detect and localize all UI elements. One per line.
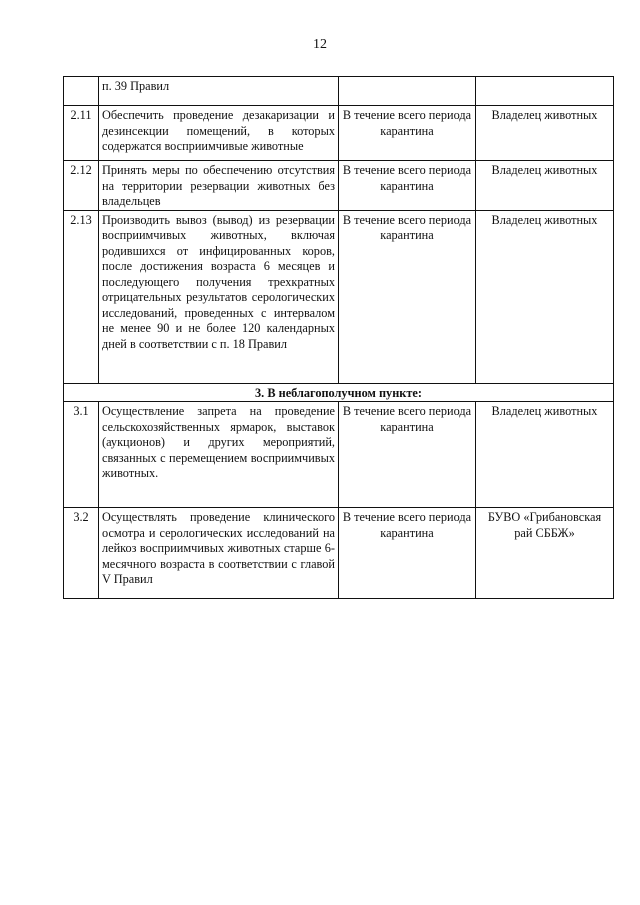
table-row <box>64 161 614 211</box>
term-text: В течение всего периода карантина <box>339 402 476 508</box>
responsible-text: Владелец животных <box>476 402 614 508</box>
table-row <box>64 402 614 508</box>
item-number: 3.1 <box>64 402 99 508</box>
responsible-text: Владелец животных <box>476 161 614 211</box>
term-text: В течение всего периода карантина <box>339 508 476 599</box>
measure-text: Осуществлять проведение клинического осмотра и серологических исследований на лейкоз восприимчивых животных старше 6-месячного возраста в соответствии с главой V Правил <box>99 508 339 599</box>
term-text: В течение всего периода карантина <box>339 210 476 383</box>
responsible-text: Владелец животных <box>476 106 614 161</box>
term-text: В течение всего периода карантина <box>339 161 476 211</box>
term-text: В течение всего периода карантина <box>339 106 476 161</box>
measure-text: Производить вывоз (вывод) из резервации восприимчивых животных, включая родившихся от инфицированных коров, после достижения возраста 6 месяцев и последующего получения трехкратных отрицательных результатов серологических исследований, проведенных с интервалом не менее 90 и не более 120 календарных дней в соответствии с п. 18 Правил <box>99 210 339 383</box>
item-number: 2.11 <box>64 106 99 161</box>
measure-text: Обеспечить проведение дезакаризации и дезинсекции помещений, в которых содержатся восприимчивые животные <box>99 106 339 161</box>
section-heading: 3. В неблагополучном пункте: <box>64 383 614 402</box>
measure-text: Осуществление запрета на проведение сельскохозяйственных ярмарок, выставок (аукционов) и других мероприятий, связанных с перемещением восприимчивых животных. <box>99 402 339 508</box>
item-number: 2.13 <box>64 210 99 383</box>
table-row <box>64 106 614 161</box>
responsible-text: БУВО «Грибановская рай СББЖ» <box>476 508 614 599</box>
item-number <box>64 77 99 106</box>
measures-table <box>63 76 614 599</box>
term-text <box>339 77 476 106</box>
table-row <box>64 508 614 599</box>
responsible-text: Владелец животных <box>476 210 614 383</box>
table-row <box>64 210 614 383</box>
item-number: 2.12 <box>64 161 99 211</box>
section-row <box>64 383 614 402</box>
table-row <box>64 77 614 106</box>
measure-text: п. 39 Правил <box>99 77 339 106</box>
page-number: 12 <box>313 37 327 52</box>
item-number: 3.2 <box>64 508 99 599</box>
measure-text: Принять меры по обеспечению отсутствия на территории резервации животных без владельцев <box>99 161 339 211</box>
responsible-text <box>476 77 614 106</box>
